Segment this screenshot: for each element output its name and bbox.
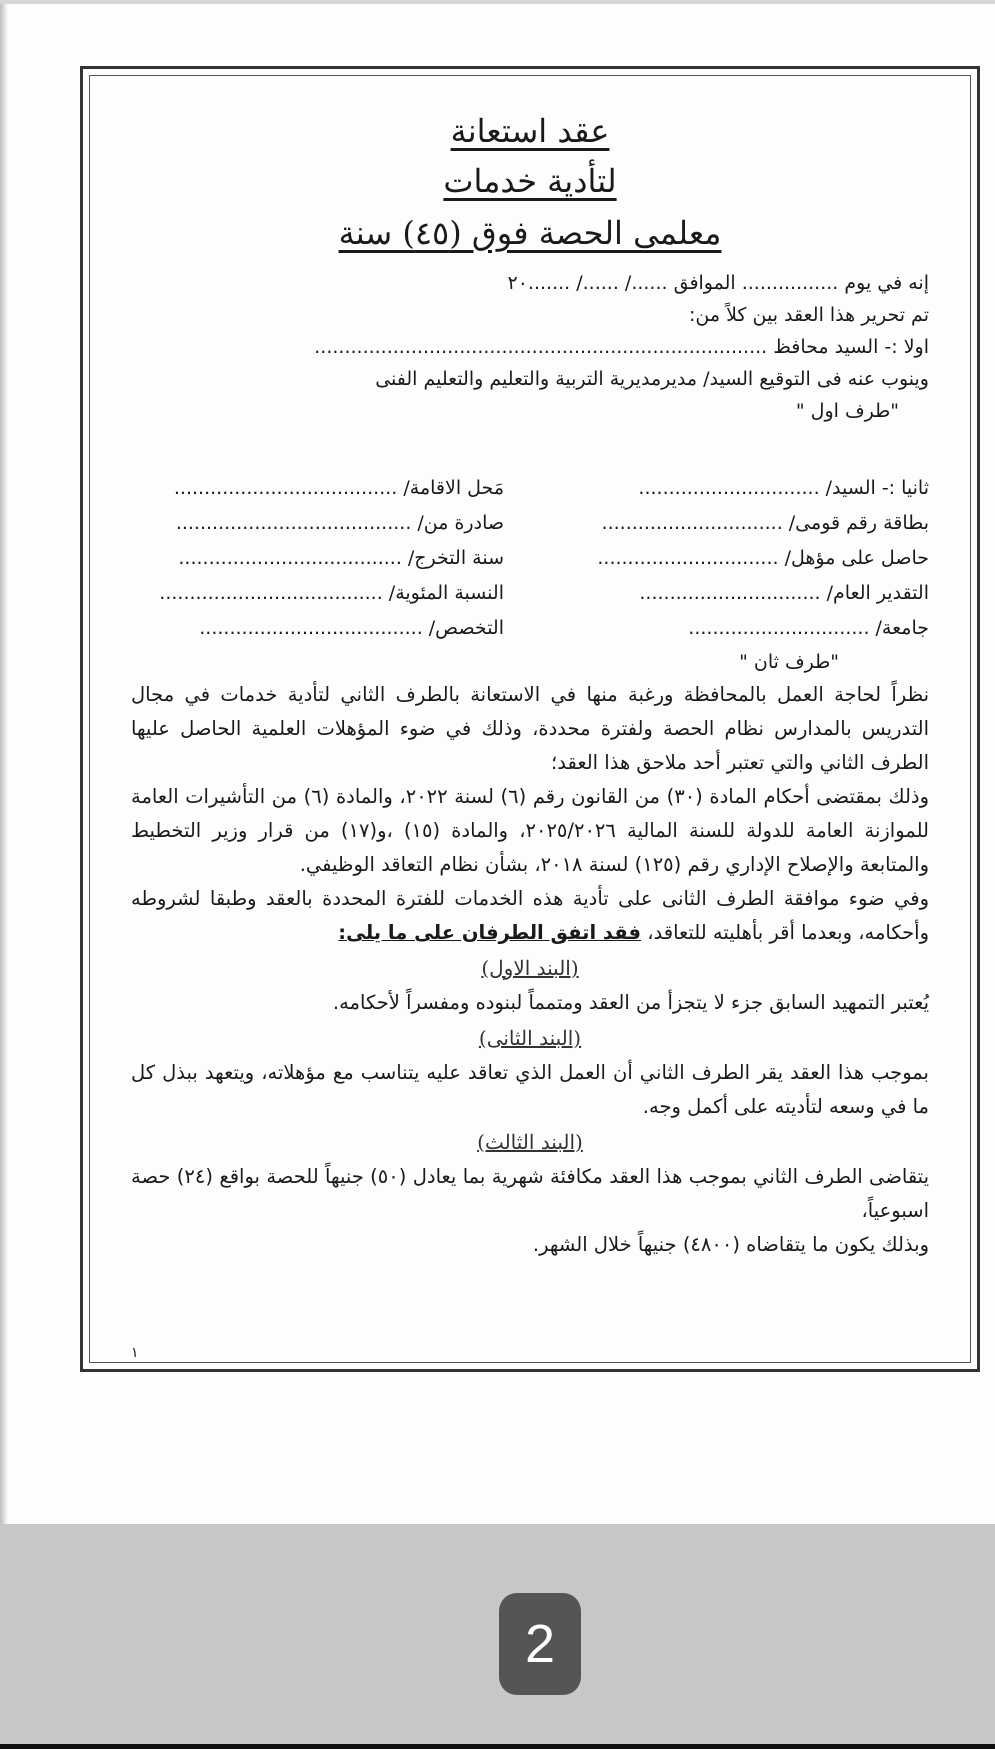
page-number: ١ <box>131 1345 139 1361</box>
preamble-paragraph-1: نظراً لحاجة العمل بالمحافظة ورغبة منها في الاستعانة بالطرف الثاني لتأدية خدمات في مجال التدريس بالمدارس نظام الحصة ولفترة محددة، وذلك في ضوء المؤهلات العلمية الحاصل عليها الطرف الثاني والتي تعتبر أحد ملاحق هذا العقد؛ <box>131 683 929 774</box>
second-party-row <box>131 506 929 541</box>
title-line-1: عقد استعانة <box>450 112 610 150</box>
page-border <box>80 66 980 1372</box>
date-line: إنه في يوم ................ الموافق ....../ ....../ .......٢٠ <box>507 272 929 294</box>
clause-text-3b: وبذلك يكون ما يتقاضاه (٤٨٠٠) جنيهاً خلال الشهر. <box>532 1233 929 1256</box>
preamble-paragraph-2: وذلك بمقتضى أحكام المادة (٣٠) من القانون رقم (٦) لسنة ٢٠٢٢، والمادة (٦) من التأشيرات العامة للموازنة العامة للدولة للسنة المالية ٢٠٢٥/٢٠٢٦، والمادة (١٥) ،و(١٧) من قرار وزير التخطيط والمتابعة والإصلاح الإداري رقم (١٢٥) لسنة ٢٠١٨، بشأن نظام التعاقد الوظيفي. <box>131 785 929 876</box>
clause-heading-3: (البند الثالث) <box>477 1130 583 1154</box>
written-between: تم تحرير هذا العقد بين كلاً من: <box>689 304 929 326</box>
preamble-text: وفي ضوء موافقة الطرف الثانى على تأدية هذه الخدمات للفترة المحددة بالعقد وطبقا لشروطه وأحكامه، وبعدما أقر بأهليته للتعاقد، <box>131 887 929 944</box>
second-party-field: التخصص/ ..................................... <box>199 617 504 639</box>
second-party-field: حاصل على مؤهل/ .............................. <box>597 547 929 569</box>
title-line-3: معلمى الحصة فوق (٤٥) سنة <box>338 214 722 252</box>
viewer-background <box>0 1524 995 1744</box>
clause-text-2: بموجب هذا العقد يقر الطرف الثاني أن العمل الذي تعاقد عليه يتناسب مع مؤهلاته، ويتعهد ببذل كل ما في وسعه لتأديته على أكمل وجه. <box>131 1061 929 1118</box>
second-party-row <box>131 611 929 646</box>
representative-line: وينوب عنه فى التوقيع السيد/ مديرمديرية التربية والتعليم والتعليم الفنى <box>375 368 929 390</box>
first-party-label: "طرف اول " <box>795 400 899 422</box>
second-party-field: بطاقة رقم قومى/ .............................. <box>601 512 929 534</box>
second-party-field: سنة التخرج/ ..................................... <box>178 547 504 569</box>
page-shadow <box>0 4 8 1524</box>
second-party-row <box>131 576 929 611</box>
agreement-statement: فقد اتفق الطرفان على ما يلى: <box>338 921 642 944</box>
clause-text-3: يتقاضى الطرف الثاني بموجب هذا العقد مكافئة شهرية بما يعادل (٥٠) جنيهاً للحصة بواقع (٢٤) حصة اسبوعياً، <box>131 1165 929 1222</box>
document-page <box>0 4 995 1524</box>
first-party-line: اولا :- السيد محافظ ........................................................................... <box>314 336 929 358</box>
bottom-bar <box>0 1744 995 1749</box>
title-line-2: لتأدية خدمات <box>443 162 617 200</box>
contract-body <box>131 267 929 1262</box>
clause-heading-1: (البند الاول) <box>481 956 579 980</box>
clause-heading-2: (البند الثانى) <box>478 1026 582 1050</box>
second-party-field: التقدير العام/ .............................. <box>639 582 929 604</box>
second-party-field: صادرة من/ ....................................... <box>175 512 504 534</box>
second-party-field: جامعة/ .............................. <box>688 617 929 639</box>
second-party-row <box>131 541 929 576</box>
second-party-label: "طرف ثان " <box>739 651 839 673</box>
preamble-paragraph-3 <box>131 882 929 950</box>
second-party-field: النسبة المئوية/ ..................................... <box>159 582 504 604</box>
clause-text-1: يُعتبر التمهيد السابق جزء لا يتجزأ من العقد ومتمماً لبنوده ومفسراً لأحكامه. <box>332 991 929 1014</box>
contract-title <box>83 107 977 259</box>
second-party-row <box>131 471 929 506</box>
page-indicator[interactable]: 2 <box>499 1593 581 1695</box>
second-party-field: مَحل الاقامة/ ..................................... <box>173 477 504 499</box>
second-party-field: ثانيا :- السيد/ .............................. <box>638 477 929 499</box>
